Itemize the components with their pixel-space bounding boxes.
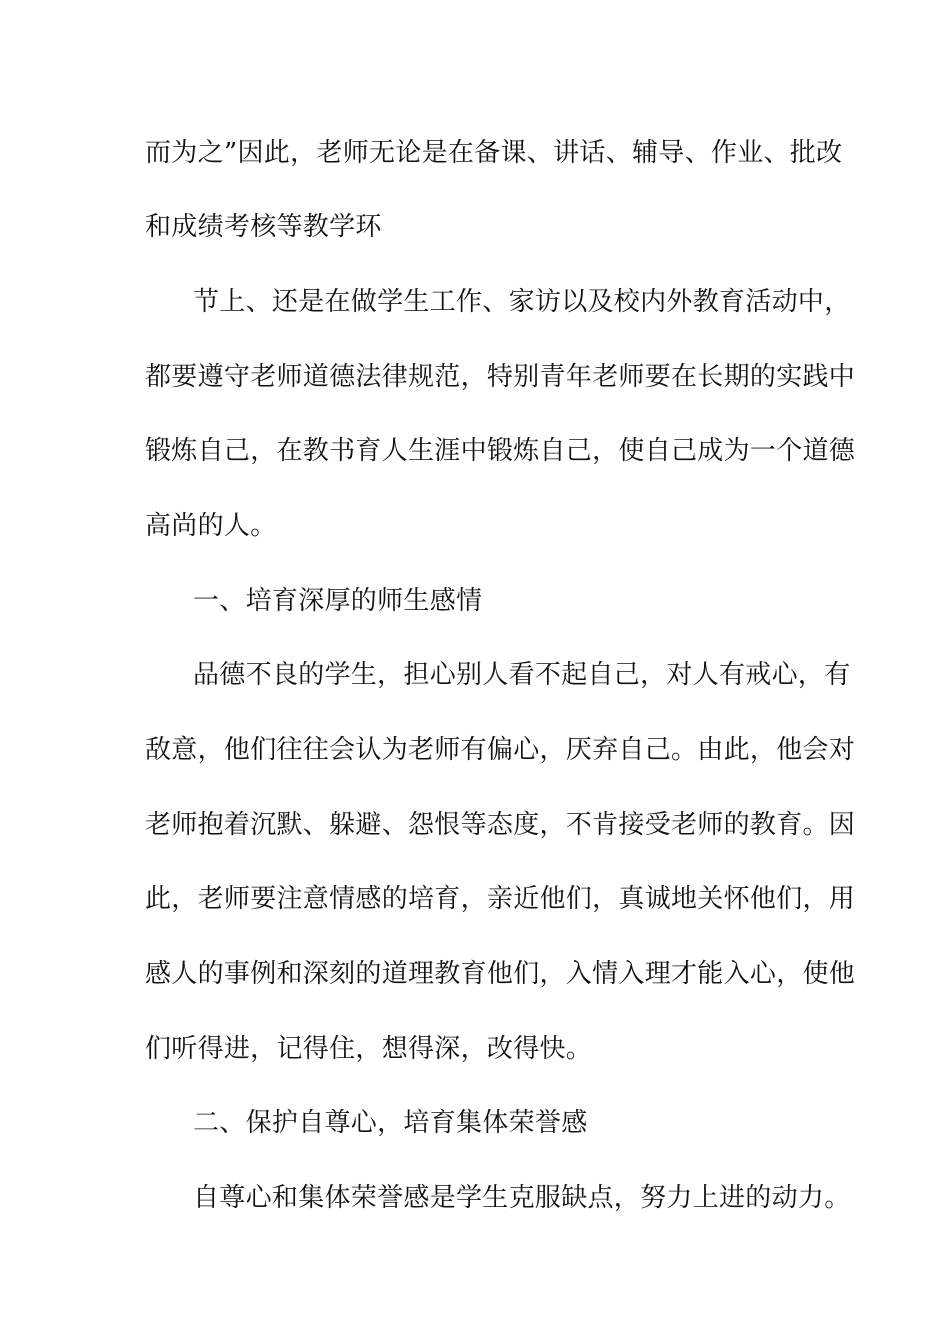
text-line: 而为之”因此，老师无论是在备课、讲话、辅导、作业、批改 <box>145 138 843 168</box>
paragraph-start-line: 自尊心和集体荣誉感是学生克服缺点，努力上进的动力。 <box>193 1183 851 1213</box>
text-line: 老师抱着沉默、躲避、怨恨等态度，不肯接受老师的教育。因 <box>145 810 856 840</box>
text-line: 们听得进，记得住，想得深，改得快。 <box>145 1034 593 1064</box>
text-line: 此，老师要注意情感的培育，亲近他们，真诚地关怀他们，用 <box>145 884 856 914</box>
paragraph-start-line: 节上、还是在做学生工作、家访以及校内外教育活动中， <box>193 287 851 317</box>
text-line: 都要遵守老师道德法律规范，特别青年老师要在长期的实践中 <box>145 362 856 392</box>
text-line: 高尚的人。 <box>145 511 277 541</box>
text-line: 感人的事例和深刻的道理教育他们，入情入理才能入心，使他 <box>145 959 856 989</box>
text-line: 锻炼自己，在教书育人生涯中锻炼自己，使自己成为一个道德 <box>145 436 856 466</box>
text-line: 敌意，他们往往会认为老师有偏心，厌弃自己。由此，他会对 <box>145 735 856 765</box>
section-heading: 一、培育深厚的师生感情 <box>193 586 483 616</box>
section-heading: 二、保护自尊心，培育集体荣誉感 <box>193 1108 588 1138</box>
paragraph-start-line: 品德不良的学生，担心别人看不起自己，对人有戒心，有 <box>193 660 851 690</box>
text-line: 和成绩考核等教学环 <box>145 212 382 242</box>
